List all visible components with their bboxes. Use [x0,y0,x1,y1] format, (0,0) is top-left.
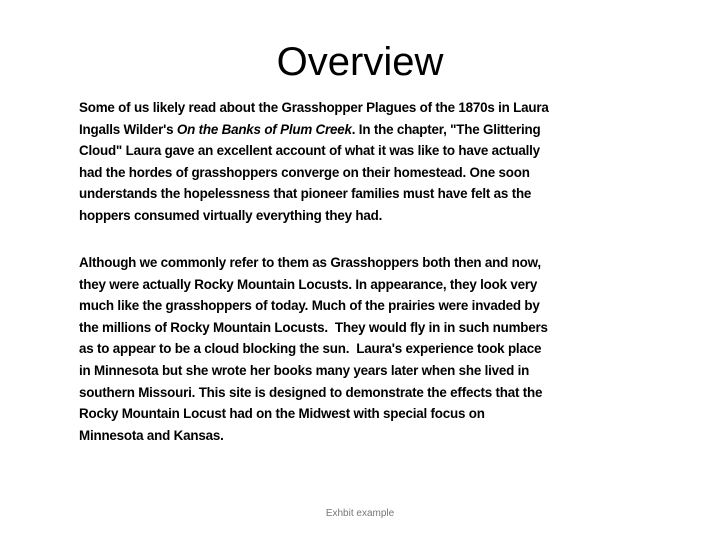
footer-caption: Exhbit example [325,508,395,519]
paragraph-line: Although we commonly refer to them as Grasshoppers both then and now, [79,255,541,270]
paragraph-line [79,97,659,119]
locust-paragraph [79,252,659,446]
paragraph-line: in Minnesota but she wrote her books many years later when she lived in [79,362,530,378]
paragraph-line [79,205,659,227]
paragraph-line: the millions of Rocky Mountain Locusts. They would fly in in such numbers [79,319,548,335]
paragraph-line: Rocky Mountain Locust had on the Midwest with special focus on [79,406,485,422]
slide-title: Overview [276,40,444,84]
paragraph-line: as to appear to be a cloud blocking the sun. Laura's experience took place [79,341,542,357]
text-segment: Cloud" Laura gave an excellent account of what it was like to have actually [79,143,540,159]
book-title: On the Banks of Plum Creek [176,121,352,137]
text-segment: hoppers consumed virtually everything they had. [79,207,383,223]
text-segment: Ingalls Wilder's [79,121,177,137]
paragraph-line: they were actually Rocky Mountain Locusts. In appearance, they look very [79,276,538,292]
intro-paragraph [79,97,659,227]
paragraph-line: much like the grasshoppers of today. Much of the prairies were invaded by [79,298,540,314]
paragraph-line: Minnesota and Kansas. [79,427,224,443]
paragraph-line [79,183,659,205]
text-segment: Some of us likely read about the Grasshopper Plagues of the 1870s in Laura [79,100,549,115]
paragraph-line [79,140,659,162]
text-segment: had the hordes of grasshoppers converge on their homestead. One soon [79,164,530,180]
text-segment: understands the hopelessness that pioneer families must have felt as the [79,186,532,202]
paragraph-line [79,162,659,184]
text-segment: . In the chapter, "The Glittering [351,121,541,137]
paragraph-line [79,119,659,141]
paragraph-line: southern Missouri. This site is designed to demonstrate the effects that the [79,384,543,400]
